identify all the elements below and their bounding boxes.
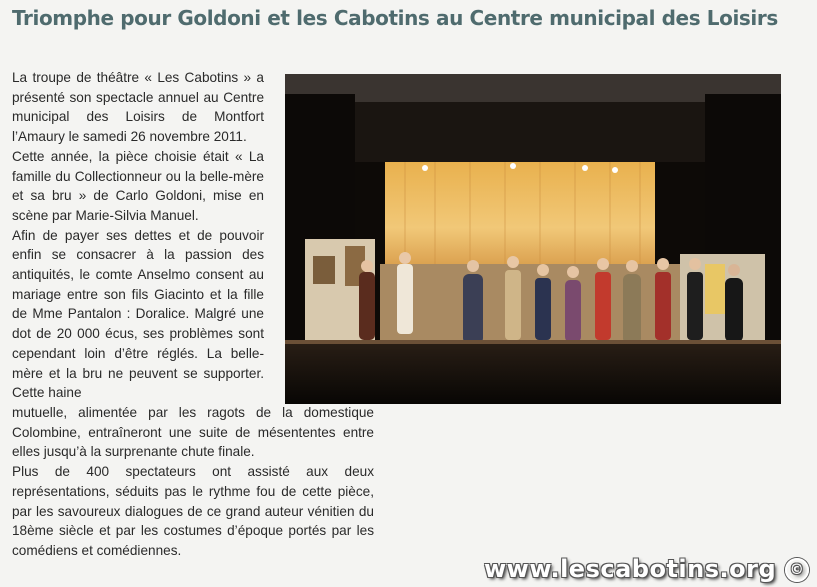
watermark-text: www.lescabotins.org	[483, 555, 777, 583]
article-paragraph: Plus de 400 spectateurs ont assisté aux deux représentations, séduits pas le rythme fou de cette pièce, par les savoureux dialogues de ce grand auteur vénitien du 18ème siècle et par les costumes d’époque portés par les comédiens et comédiennes.	[12, 464, 374, 558]
article-body-top	[12, 68, 264, 403]
website-watermark	[484, 555, 809, 583]
article-paragraph: Afin de payer ses dettes et de pouvoir enfin se consacrer à la passion des antiquités, le comte Anselmo consent au mariage entre son fils Giacinto et la fille de Mme Pantalon : Doralice. Malgré une dot de 20 000 écus, ses problèmes sont cependant loin d’être réglés. La belle-mère et la bru ne peuvent se supporter. Cette haine	[12, 227, 264, 401]
article-paragraph: La troupe de théâtre « Les Cabotins » a présenté son spectacle annuel au Centre municipal des Loisirs de Montfort l’Amaury le samedi 26 novembre 2011.	[12, 70, 264, 145]
article-paragraph: mutuelle, alimentée par les ragots de la domestique Colombine, entraîneront une suite de mésententes entre elles jusqu’à la surprenante chute finale.	[12, 405, 374, 460]
stage-photo	[285, 74, 781, 404]
article-paragraph: Cette année, la pièce choisie était « La famille du Collectionneur ou la belle-mère et sa bru » de Carlo Goldoni, mise en scène par Marie-Silvia Manuel.	[12, 148, 264, 223]
article-body-bottom	[12, 403, 374, 561]
copyright-icon: ©	[785, 558, 809, 582]
article-title: Triomphe pour Goldoni et les Cabotins au Centre municipal des Loisirs	[12, 6, 778, 30]
